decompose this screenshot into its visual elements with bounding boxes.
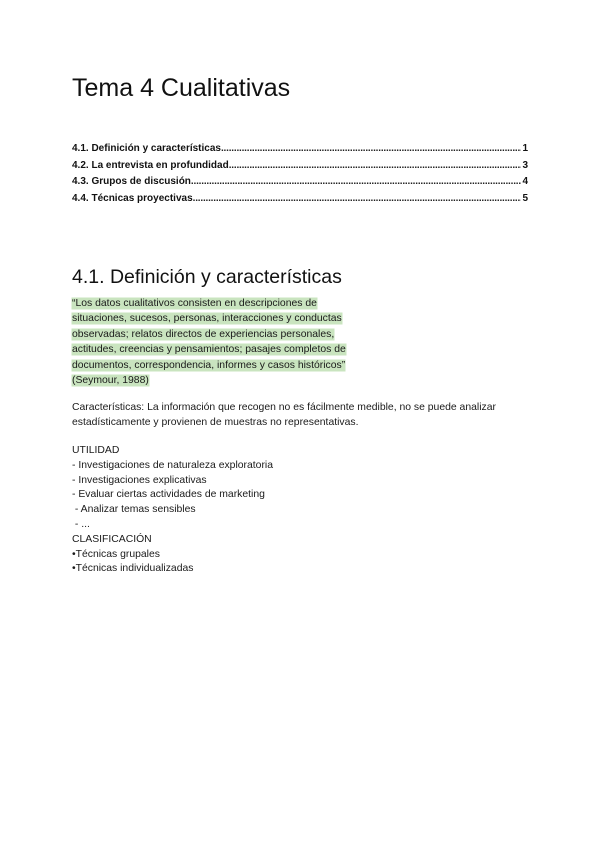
list-item: - Investigaciones explicativas: [72, 474, 207, 486]
utility-heading: UTILIDAD: [72, 445, 120, 456]
quote-line: [72, 311, 346, 326]
classification-heading: CLASIFICACIÓN: [72, 533, 152, 545]
table-of-contents: [72, 141, 528, 207]
quote-highlight: documentos, correspondencia, informes y casos históricos”: [72, 359, 346, 371]
toc-entry-label: 4.4. Técnicas proyectivas: [72, 192, 193, 204]
section-heading: 4.1. Definición y características: [72, 266, 342, 288]
quote-highlight: situaciones, sucesos, personas, interacciones y conductas: [72, 313, 342, 325]
toc-leader-dots: [221, 141, 521, 158]
toc-entry[interactable]: [72, 174, 528, 191]
toc-entry-page: 5: [522, 192, 528, 204]
document-title: Tema 4 Cualitativas: [72, 74, 291, 102]
toc-entry[interactable]: [72, 191, 528, 208]
quote-line: [72, 296, 346, 311]
quote-highlight: “Los datos cualitativos consisten en descripciones de: [72, 298, 317, 309]
quote-line: [72, 327, 346, 342]
toc-leader-dots: [193, 191, 522, 208]
quote-line: [72, 342, 346, 357]
utility-classification-block: [72, 444, 273, 577]
toc-leader-dots: [191, 174, 522, 191]
toc-entry-page: 4: [522, 176, 528, 187]
toc-entry-label: 4.3. Grupos de discusión: [72, 176, 191, 187]
list-item: - Investigaciones de naturaleza exploratoria: [72, 459, 274, 471]
list-item: - Analizar temas sensibles: [72, 504, 196, 516]
toc-entry[interactable]: [72, 158, 528, 175]
list-item: •Técnicas grupales: [72, 548, 160, 560]
highlighted-quote: [72, 296, 346, 388]
toc-entry-label: 4.2. La entrevista en profundidad: [72, 159, 229, 171]
quote-citation-line: [72, 373, 346, 388]
list-item: - ...: [72, 518, 90, 530]
toc-entry-page: 3: [522, 159, 528, 171]
quote-line: [72, 358, 346, 373]
quote-citation: (Seymour, 1988): [72, 375, 149, 387]
list-item: •Técnicas individualizadas: [72, 563, 194, 575]
toc-entry-label: 4.1. Definición y características: [72, 143, 221, 154]
quote-highlight: actitudes, creencias y pensamientos; pasajes completos de: [72, 344, 346, 356]
characteristics-paragraph: Características: La información que recogen no es fácilmente medible, no se puede analizar estadísticamente y provienen de muestras no representativas.: [72, 402, 496, 429]
list-item: - Evaluar ciertas actividades de marketing: [72, 489, 265, 501]
toc-entry-page: 1: [522, 143, 528, 154]
quote-highlight: observadas; relatos directos de experiencias personales,: [72, 328, 335, 340]
toc-entry[interactable]: [72, 141, 528, 158]
toc-leader-dots: [229, 158, 522, 175]
